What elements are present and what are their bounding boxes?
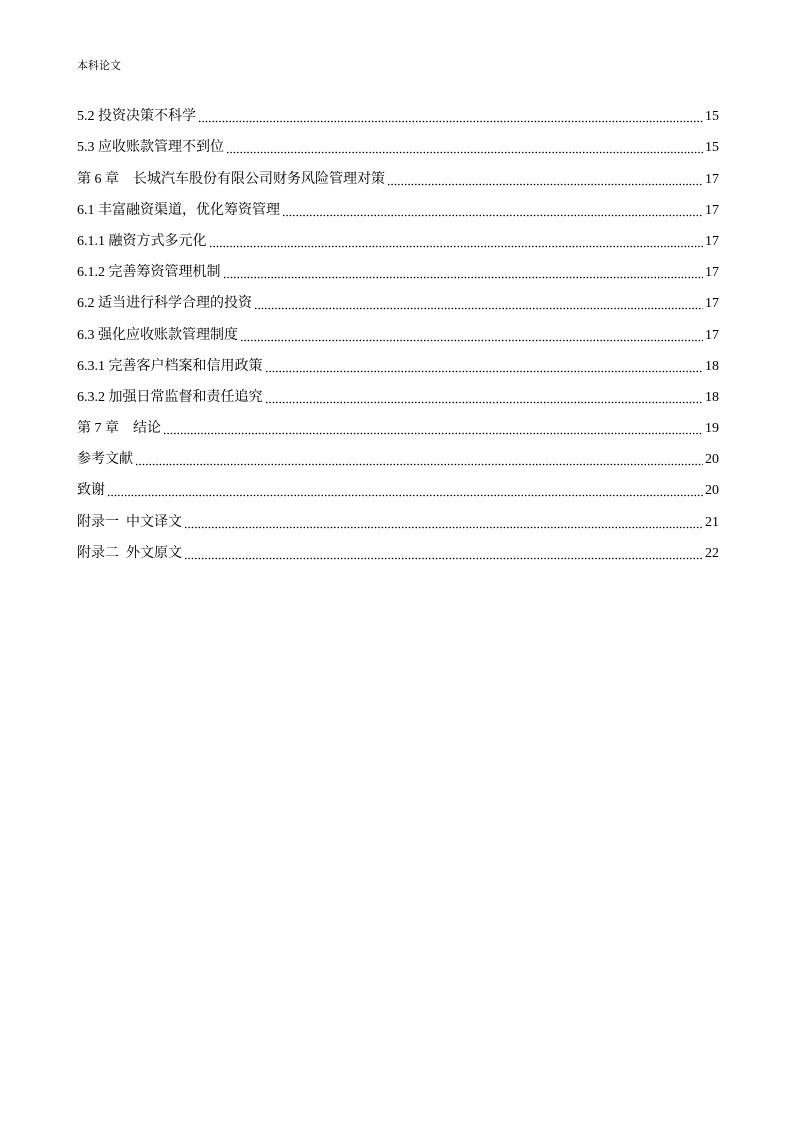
toc-dot-leader [387,178,703,186]
page-header-label: 本科论文 [77,59,121,72]
toc-entry-title: 附录二 外文原文 [77,545,182,561]
toc-entry[interactable] [77,317,719,348]
toc-entry[interactable] [77,349,719,380]
toc-entry-title: 第 7 章 结论 [77,421,161,437]
toc-entry-title: 6.1.2 完善筹资管理机制 [77,265,221,281]
toc-entry-title: 6.3.2 加强日常监督和责任追究 [77,389,263,405]
toc-entry-page: 17 [705,327,719,343]
toc-dot-leader [282,209,703,217]
toc-entry-title: 6.3.1 完善客户档案和信用政策 [77,358,263,374]
toc-entry[interactable] [77,161,719,192]
toc-dot-leader [226,146,703,154]
toc-entry[interactable] [77,411,719,442]
toc-entry[interactable] [77,504,719,535]
toc-entry-page: 22 [705,545,719,561]
toc-entry-page: 15 [705,109,719,125]
toc-entry-title: 6.2 适当进行科学合理的投资 [77,296,252,312]
toc-dot-leader [184,521,703,529]
toc-dot-leader [223,271,704,279]
toc-entry[interactable] [77,193,719,224]
toc-dot-leader [107,489,703,497]
toc-entry-page: 21 [705,514,719,530]
toc-entry-page: 20 [705,483,719,499]
toc-entry-page: 18 [705,389,719,405]
toc-entry[interactable] [77,255,719,286]
toc-entry[interactable] [77,286,719,317]
toc-entry[interactable] [77,473,719,504]
toc-dot-leader [265,396,704,404]
toc-dot-leader [265,365,704,373]
toc-entry-page: 18 [705,358,719,374]
toc-entry-page: 15 [705,140,719,156]
toc-entry-title: 5.3 应收账款管理不到位 [77,140,224,156]
toc-entry[interactable] [77,536,719,567]
toc-dot-leader [209,240,704,248]
toc-entry-title: 6.1.1 融资方式多元化 [77,233,207,249]
toc-entry-page: 20 [705,452,719,468]
toc-dot-leader [198,115,703,123]
toc-entry-title: 6.1 丰富融资渠道，优化筹资管理 [77,202,280,218]
toc-entry-page: 17 [705,233,719,249]
toc-entry-page: 17 [705,296,719,312]
toc-entry[interactable] [77,99,719,130]
toc-entry-title: 附录一 中文译文 [77,514,182,530]
table-of-contents [77,99,719,567]
toc-entry-title: 5.2 投资决策不科学 [77,109,196,125]
toc-dot-leader [135,458,703,466]
toc-entry-page: 17 [705,265,719,281]
toc-entry[interactable] [77,130,719,161]
toc-dot-leader [184,552,703,560]
toc-entry-page: 19 [705,421,719,437]
toc-entry-title: 6.3 强化应收账款管理制度 [77,327,238,343]
toc-entry[interactable] [77,224,719,255]
toc-entry-title: 参考文献 [77,452,133,468]
toc-entry[interactable] [77,442,719,473]
toc-dot-leader [163,427,703,435]
toc-entry-page: 17 [705,171,719,187]
toc-entry-title: 致谢 [77,483,105,499]
toc-dot-leader [240,334,703,342]
toc-entry-title: 第 6 章 长城汽车股份有限公司财务风险管理对策 [77,171,385,187]
toc-entry-page: 17 [705,202,719,218]
toc-entry[interactable] [77,380,719,411]
toc-dot-leader [254,302,703,310]
